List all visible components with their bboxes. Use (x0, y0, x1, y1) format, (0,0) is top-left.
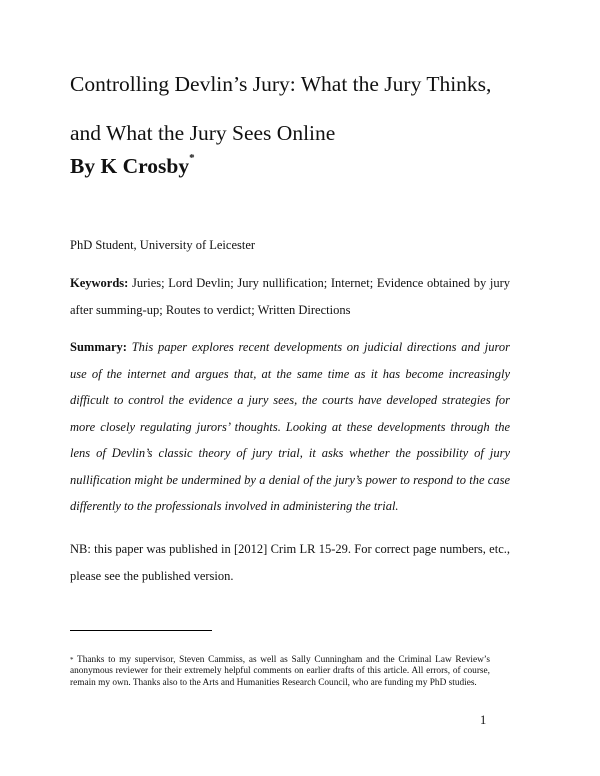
keywords-label: Keywords: (70, 276, 129, 290)
author-name: By K Crosby (70, 154, 190, 178)
summary-label: Summary: (70, 340, 127, 354)
footnote-separator (70, 630, 212, 631)
author-footnote-mark: * (189, 152, 195, 164)
publication-note: NB: this paper was published in [2012] Crim LR 15-29. For correct page numbers, etc., please see the published version. (70, 542, 510, 583)
summary-paragraph (70, 334, 510, 520)
affiliation: PhD Student, University of Leicester (70, 238, 256, 252)
footnote-text: Thanks to my supervisor, Steven Cammiss, as well as Sally Cunningham and the Criminal Law Review’s anonymous reviewer for their extremely helpful comments on earlier drafts of this article. All errors, of course, remain my own. Thanks also to the Arts and Humanities Research Council, who are funding my PhD studies. (70, 655, 490, 688)
title-line-1: Controlling Devlin’s Jury: What the Jury Thinks, (70, 72, 492, 96)
summary-text: This paper explores recent developments on judicial directions and juror use of the internet and argues that, at the same time as it has become increasingly difficult to control the evidence a jury sees, the courts have developed strategies for more closely regulating jurors’ thoughts. Looking at these developments through the lens of Devlin’s classic theory of jury trial, it asks whether the possibility of jury nullification might be undermined by a denial of the jury’s power to respond to the case differently to the professionals involved in administering the trial. (70, 340, 511, 513)
footnote (70, 655, 490, 689)
page-number: 1 (480, 713, 487, 727)
keywords-paragraph (70, 270, 510, 323)
footnote-mark: * (70, 656, 74, 664)
title-line-2: and What the Jury Sees Online (70, 121, 336, 145)
author-line (70, 154, 195, 179)
keywords-text: Juries; Lord Devlin; Jury nullification; Internet; Evidence obtained by jury after summing-up; Routes to verdict; Written Directions (70, 276, 510, 317)
